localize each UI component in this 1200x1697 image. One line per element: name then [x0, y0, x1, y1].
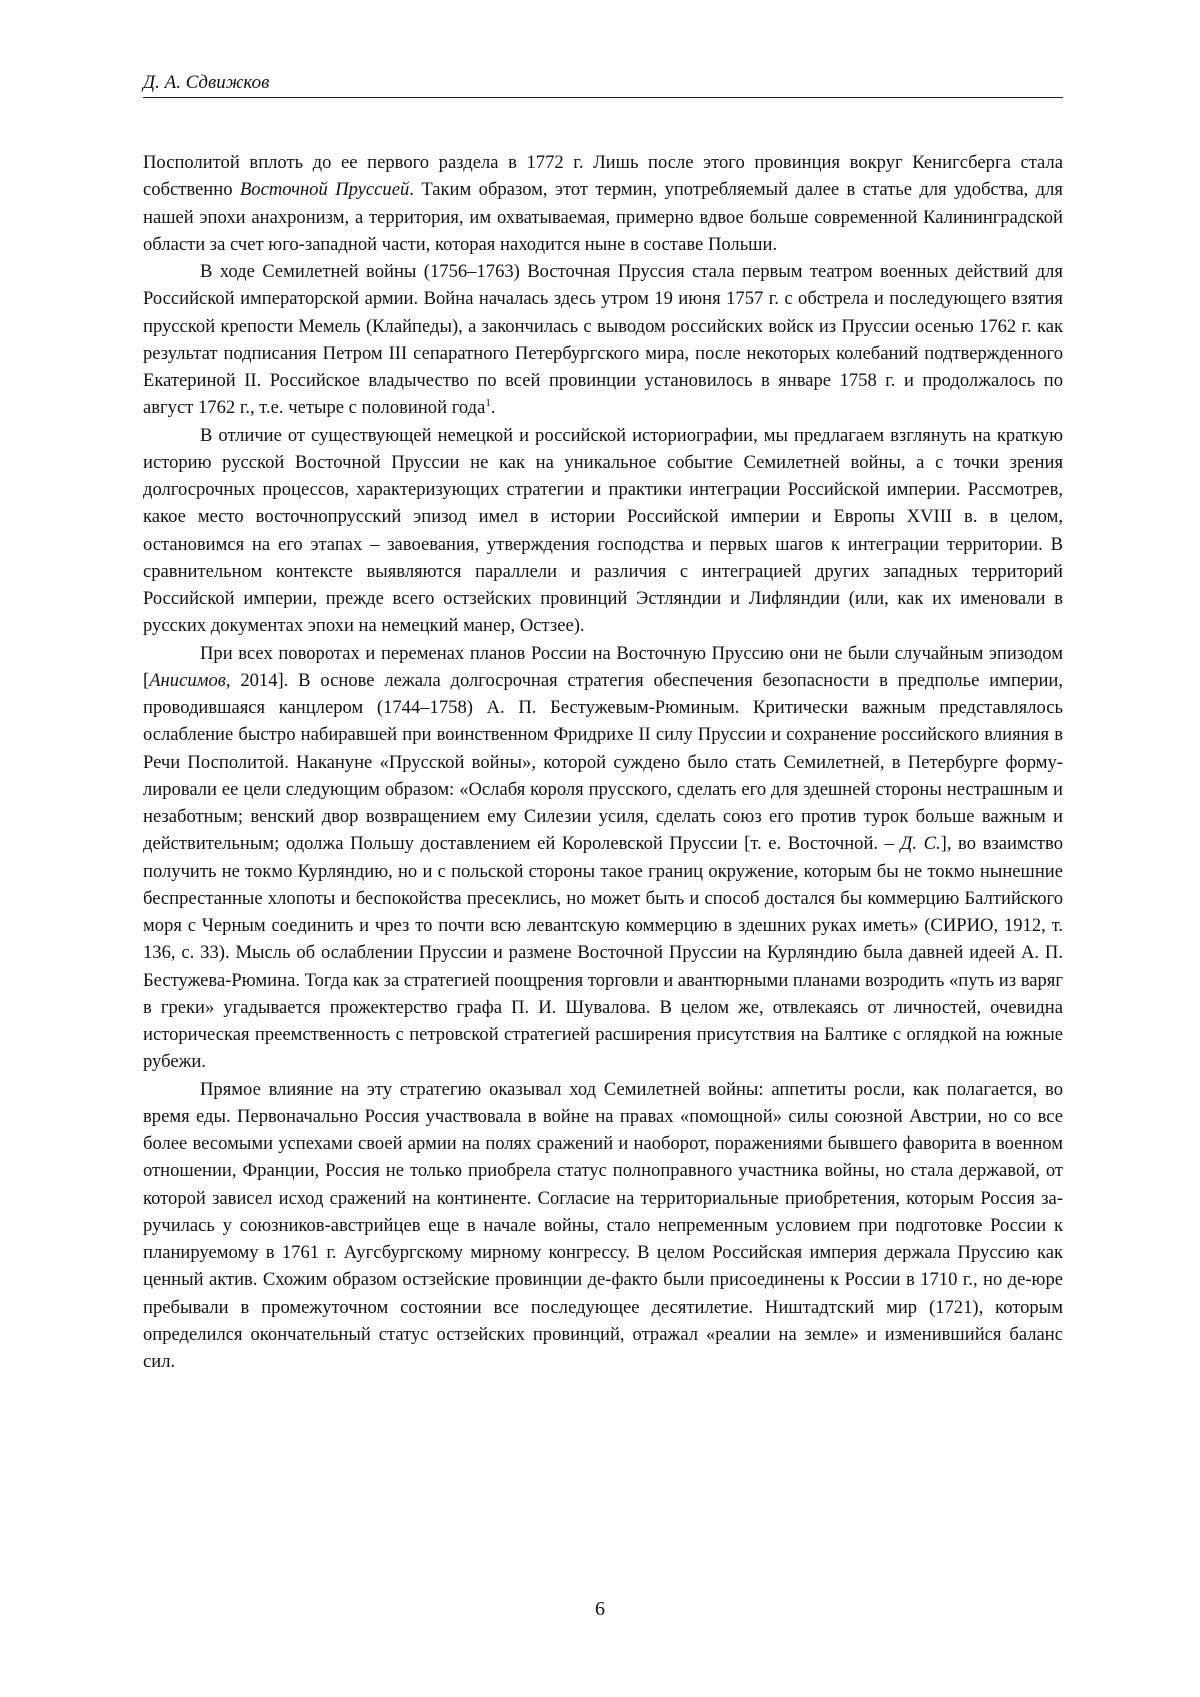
text-run: . [491, 397, 496, 418]
text-run: ], во взаимство получить не токмо Курляндию, но и с польской стороны такое границ окружение, которым бы не токмо нынешние беспрестан­ные хлопоты и беспокойства пресеклись, но может быть и способ достался бы коммерцию Бал­тийского моря с Черным соединить и чрез то почти всю левантскую коммерцию в здешних ру­ках иметь» (СИРИО, 1912, т. 136, с. 33). Мысль об ослаблении Пруссии и размене Восточной Пруссии на Курляндию была давней идеей А. П. Бестужева-Рюмина. Тогда как за стратегией поощрения торговли и авантюрными планами возродить «путь из варяг в греки» угадывается прожектерство графа П. И. Шувалова. В целом же, отвлекаясь от личностей, очевидна истори­ческая преемственность с петровской стратегией расширения присутствия на Балтике с огляд­кой на южные рубежи. [143, 833, 1063, 1072]
running-head [143, 72, 1063, 98]
italic-text: Восточной Пруссией [240, 179, 409, 200]
paragraph [143, 149, 1063, 258]
footnote-marker: 1 [485, 397, 491, 409]
text-run: Посполитой вплоть до ее первого раздела в 1772 г. Лишь после этого провинция вокруг Кениг­сберга стала собственно [143, 152, 1063, 200]
text-run: . Таким образом, этот термин, употребляемый да­лее в статье для удобства, для нашей эпохи анахронизм, а территория, им охватываемая, при­мерно вдвое больше современной Калининградской области за счет юго-западной части, кото­рая находится ныне в составе Польши. [143, 179, 1063, 255]
text-run: В ходе Семилетней войны (1756–1763) Восточная Пруссия стала первым театром воен­ных действий для Российской императорской армии. Война началась здесь утром 19 июня 1757 г. с обстрела и последующего взятия прусской крепости Мемель (Клайпеды), а закончи­лась с выводом российских войск из Пруссии осенью 1762 г. как результат подписания Петром III сепаратного Петербургского мира, после некоторых колебаний подтвержденного Екатери­ной II. Российское владычество по всей провинции установилось в январе 1758 г. и продолжа­лось по август 1762 г., т.е. четыре с половиной года [143, 261, 1063, 418]
italic-text: Анисимов [149, 670, 226, 691]
text-run: В отличие от существующей немецкой и российской историографии, мы предлагаем взглянуть на краткую историю русской Восточной Пруссии не как на уникальное событие Се­милетней войны, а с точки зрения долгосрочных процессов, характеризующих стратегии и практики интеграции Российской империи. Рассмотрев, какое место восточнопрусский эпизод имел в истории Российской империи и Европы XVIII в. в целом, остановимся на его этапах – завоевания, утверждения господства и первых шагов к интеграции территории. В сравнитель­ном контексте выявляются параллели и различия с интеграцией других западных территорий Российской империи, прежде всего остзейских провинций Эстляндии и Лифляндии (или, как их именовали в русских документах эпохи на немецкий манер, Остзее). [143, 425, 1063, 637]
page-number: 6 [0, 1598, 1200, 1621]
paragraph [143, 422, 1063, 640]
italic-text: Д. С. [901, 833, 941, 854]
paragraph [143, 1076, 1063, 1376]
text-run: , 2014]. В основе лежала долгосрочная стратегия обеспечения безопасности в предполье империи, проводившаяся канцлером (1744–1758) А. П. Бестужевым-Рюминым. Критически важным представлялось ослабление быстро набиравшей при воин­ственном Фридрихе II силу Пруссии и сохранение российского влияния в Речи Посполитой. Накануне «Прусской войны», которой суждено было стать Семилетней, в Петербурге форму­лировали ее цели следующим образом: «Ослабя короля прусского, сделать его для здешней стороны нестрашным и незаботным; венский двор возвращением ему Силезии усиля, сделать союз его против турок больше важным и действительным; одолжа Польшу доставлением ей Королевской Пруссии [т. е. Восточной. – [143, 670, 1063, 855]
paragraph [143, 640, 1063, 1076]
text-run: Прямое влияние на эту стратегию оказывал ход Семилетней войны: аппетиты росли, как полагается, во время еды. Первоначально Россия участвовала в войне на правах «помощной» силы союзной Австрии, но со все более весомыми успехами своей армии на полях сражений и наоборот, поражениями бывшего фаворита в военном отношении, Франции, Россия не только приобрела статус полноправного участника войны, но стала державой, от которой зависел ис­ход сражений на континенте. Согласие на территориальные приобретения, которым Россия за­ручилась у союзников-австрийцев еще в начале войны, стало непременным условием при под­готовке России к планируемому в 1761 г. Аугсбургскому мирному конгрессу. В целом Россий­ская империя держала Пруссию как ценный актив. Схожим образом остзейские провинции де-факто были присоединены к России в 1710 г., но де-юре пребывали в промежуточном состоя­нии все последующее десятилетие. Ништадтский мир (1721), которым определился оконча­тельный статус остзейских провинций, отражал «реалии на земле» и изменившийся баланс сил. [143, 1079, 1063, 1373]
article-body [143, 149, 1063, 1375]
text-run: При всех поворотах и переменах планов России на Восточную Пруссию они не были случайным эпизодом [ [143, 643, 1063, 691]
author-name: Д. А. Сдвижков [143, 72, 269, 93]
paragraph [143, 258, 1063, 422]
